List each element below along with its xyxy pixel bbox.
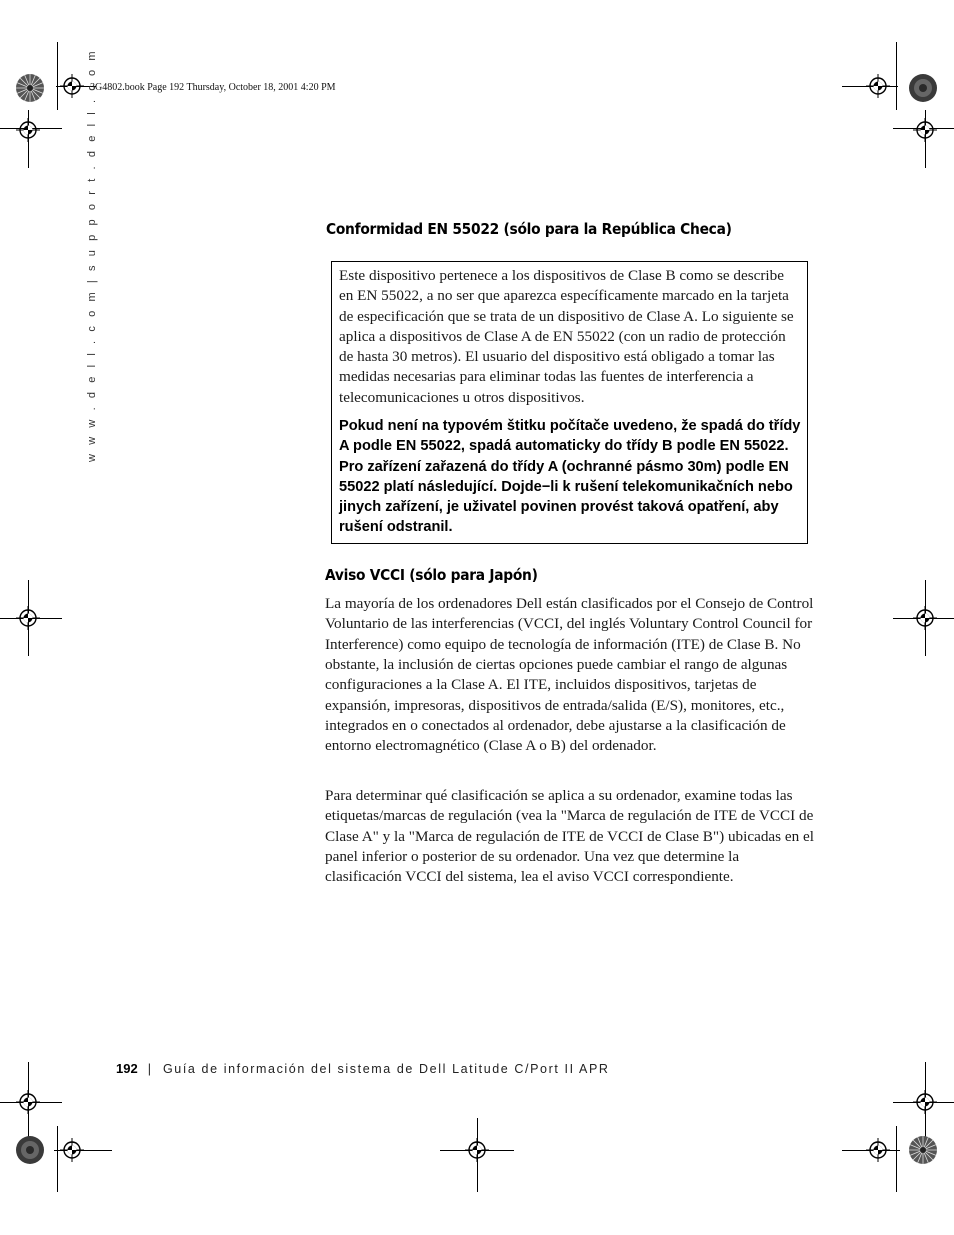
registration-mark-icon — [16, 606, 40, 630]
registration-mark-icon — [60, 74, 84, 98]
vcci-paragraph-2: Para determinar qué clasificación se aplica a su ordenador, examine todas las etiquetas/marcas de regulación (vea la "Marca de regulación de ITE de VCCI de Clase A" y la "Marca de regulación de ITE de VCCI de Clase B") ubicadas en el panel inferior o posterior de su ordenador. Una vez que determine la clasificación VCCI del sistema, lea el aviso VCCI correspondiente. — [325, 787, 814, 886]
starburst-target-icon — [15, 73, 45, 103]
sidebar-url: w w w . d e l l . c o m | s u p p o r t . d e l l . c o m — [86, 48, 98, 462]
footer-title: Guía de información del sistema de Dell Latitude C/Port II APR — [162, 1062, 610, 1076]
vcci-paragraph-1: La mayoría de los ordenadores Dell están clasificados por el Consejo de Control Voluntario de las interferencias (VCCI, del inglés Voluntary Control Council for Interference) como equipo de tecnología de información (ITE) de Clase B. No obstante, la inclusión de ciertas opciones puede cambiar el rango de algunas configuraciones a la Clase A. El ITE, incluidos dispositivos, tarjetas de expansión, impresoras, dispositivos de entrada/salida (E/S), monitores, etc., integrados en o conectados al ordenador, debe ajustarse a la clasificación de entorno electromagnético (Clase A o B) del ordenador. — [325, 595, 814, 755]
notice-text-czech: Pokud není na typovém štitku počítače uvedeno, že spadá do třídy A podle EN 55022, spadá automaticky do třídy B podle EN 55022. Pro zařízení zařazená do třídy A (ochranné pásmo 30m) podle EN 55022 platí následující. Dojde−li k rušení telekomunikačních nebo jinych zařízení, je uživatel povinen provést taková opatření, aby rušení odstranil. — [339, 418, 801, 536]
page-number: 192 — [116, 1061, 138, 1076]
section-heading-vcci: Aviso VCCI (sólo para Japón) — [325, 566, 538, 584]
registration-mark-icon — [866, 74, 890, 98]
registration-mark-icon — [866, 1138, 890, 1162]
footer-separator: | — [147, 1062, 151, 1076]
registration-mark-icon — [913, 606, 937, 630]
print-job-info: 3G4802.book Page 192 Thursday, October 18, 2001 4:20 PM — [90, 82, 336, 93]
section-heading-en55022: Conformidad EN 55022 (sólo para la República Checa) — [326, 220, 732, 238]
registration-mark-icon — [465, 1138, 489, 1162]
starburst-target-icon — [15, 1135, 45, 1165]
starburst-target-icon — [908, 73, 938, 103]
registration-mark-icon — [60, 1138, 84, 1162]
registration-mark-icon — [16, 118, 40, 142]
registration-mark-icon — [913, 118, 937, 142]
starburst-target-icon — [908, 1135, 938, 1165]
page-footer — [116, 1061, 610, 1076]
registration-mark-icon — [913, 1090, 937, 1114]
registration-mark-icon — [16, 1090, 40, 1114]
notice-text-spanish: Este dispositivo pertenece a los dispositivos de Clase B como se describe en EN 55022, a no ser que aparezca específicamente marcado en la tarjeta de especificación que se trata de un dispositivo de Clase A. Lo siguiente se aplica a dispositivos de Clase A de EN 55022 (con un radio de protección de hasta 30 metros). El usuario del dispositivo está obligado a tomar las medidas necesarias para eliminar todas las fuentes de interferencia a telecomunicaciones u otros dispositivos. — [339, 267, 794, 406]
